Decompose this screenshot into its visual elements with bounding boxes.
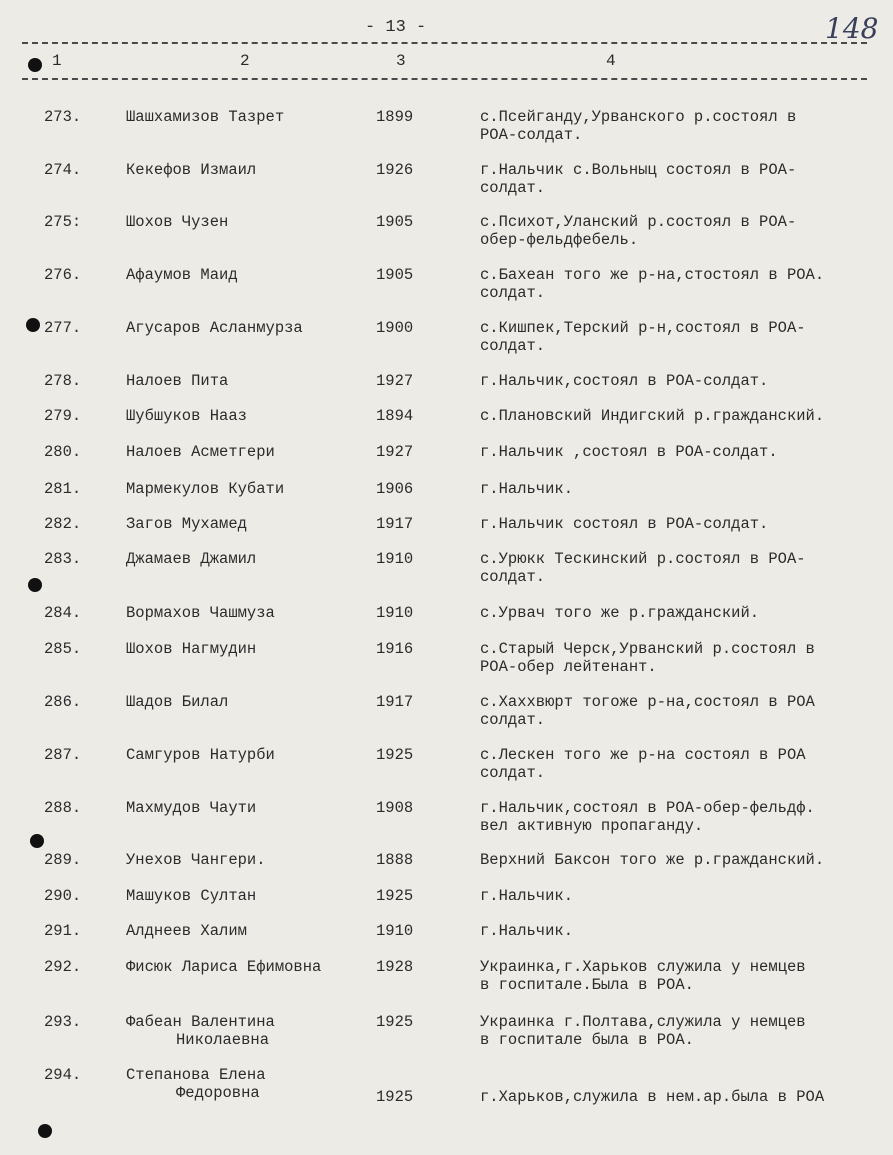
birth-year: 1925 xyxy=(376,887,414,905)
column-header-1: 1 xyxy=(52,52,62,70)
birth-year: 1928 xyxy=(376,958,414,976)
record-note: с.Урвач того же р.гражданский. xyxy=(480,604,760,622)
record-note: с.Старый Черск,Урванский р.состоял в xyxy=(480,640,815,658)
record-note: с.Плановский Индигский р.гражданский. xyxy=(480,407,825,425)
person-name: Шубшуков Нааз xyxy=(126,407,247,425)
record-number: 294. xyxy=(44,1066,82,1084)
page-number: - 13 - xyxy=(365,18,427,37)
birth-year: 1888 xyxy=(376,851,414,869)
record-note: с.Псейганду,Урванского р.состоял в xyxy=(480,108,797,126)
record-number: 273. xyxy=(44,108,82,126)
birth-year: 1925 xyxy=(376,1013,414,1031)
person-name: Кекефов Измаил xyxy=(126,161,257,179)
person-name: Шохов Чузен xyxy=(126,213,229,231)
person-name: Вормахов Чашмуза xyxy=(126,604,275,622)
record-note: с.Психот,Уланский р.состоял в РОА- xyxy=(480,213,797,231)
birth-year: 1917 xyxy=(376,693,414,711)
record-note-cont: солдат. xyxy=(480,568,546,586)
person-name-cont: Федоровна xyxy=(176,1084,260,1102)
person-name: Фисюк Лариса Ефимовна xyxy=(126,958,322,976)
punch-hole xyxy=(30,834,44,848)
record-number: 281. xyxy=(44,480,82,498)
record-number: 278. xyxy=(44,372,82,390)
header-rule-bottom xyxy=(22,78,867,80)
record-note-cont: солдат. xyxy=(480,284,546,302)
record-number: 286. xyxy=(44,693,82,711)
record-number: 291. xyxy=(44,922,82,940)
person-name: Налоев Асметгери xyxy=(126,443,275,461)
person-name: Фабеан Валентина xyxy=(126,1013,275,1031)
birth-year: 1906 xyxy=(376,480,414,498)
record-note: г.Нальчик. xyxy=(480,480,574,498)
column-header-4: 4 xyxy=(606,52,616,70)
birth-year: 1925 xyxy=(376,746,414,764)
record-note: с.Хаххвюрт тогоже р-на,состоял в РОА xyxy=(480,693,815,711)
record-number: 283. xyxy=(44,550,82,568)
record-number: 293. xyxy=(44,1013,82,1031)
person-name: Унехов Чангери. xyxy=(126,851,266,869)
person-name: Загов Мухамед xyxy=(126,515,247,533)
record-number: 287. xyxy=(44,746,82,764)
header-rule-top xyxy=(22,42,867,44)
birth-year: 1926 xyxy=(376,161,414,179)
record-note: с.Урюкк Тескинский р.состоял в РОА- xyxy=(480,550,806,568)
person-name: Афаумов Маид xyxy=(126,266,238,284)
punch-hole xyxy=(28,58,42,72)
record-number: 276. xyxy=(44,266,82,284)
person-name-cont: Николаевна xyxy=(176,1031,270,1049)
birth-year: 1894 xyxy=(376,407,414,425)
column-header-3: 3 xyxy=(396,52,406,70)
record-number: 282. xyxy=(44,515,82,533)
birth-year: 1905 xyxy=(376,266,414,284)
record-number: 284. xyxy=(44,604,82,622)
birth-year: 1927 xyxy=(376,372,414,390)
birth-year: 1905 xyxy=(376,213,414,231)
record-note: г.Нальчик. xyxy=(480,922,574,940)
record-note-cont: солдат. xyxy=(480,764,546,782)
record-note: с.Кишпек,Терский р-н,состоял в РОА- xyxy=(480,319,806,337)
birth-year: 1910 xyxy=(376,604,414,622)
record-note: г.Харьков,служила в нем.ар.была в РОА xyxy=(480,1088,825,1106)
birth-year: 1910 xyxy=(376,550,414,568)
birth-year: 1925 xyxy=(376,1088,414,1106)
record-number: 277. xyxy=(44,319,82,337)
person-name: Алднеев Халим xyxy=(126,922,247,940)
person-name: Шохов Нагмудин xyxy=(126,640,257,658)
record-note: г.Нальчик,состоял в РОА-обер-фельдф. xyxy=(480,799,815,817)
record-note-cont: обер-фельдфебель. xyxy=(480,231,639,249)
person-name: Налоев Пита xyxy=(126,372,229,390)
record-note: г.Нальчик,состоял в РОА-солдат. xyxy=(480,372,769,390)
person-name: Степанова Елена xyxy=(126,1066,266,1084)
person-name: Шашхамизов Тазрет xyxy=(126,108,285,126)
punch-hole xyxy=(26,318,40,332)
person-name: Самгуров Натурби xyxy=(126,746,275,764)
person-name: Агусаров Асланмурза xyxy=(126,319,303,337)
record-note-cont: РОА-солдат. xyxy=(480,126,583,144)
record-number: 292. xyxy=(44,958,82,976)
record-note-cont: солдат. xyxy=(480,337,546,355)
birth-year: 1900 xyxy=(376,319,414,337)
record-note-cont: РОА-обер лейтенант. xyxy=(480,658,657,676)
birth-year: 1917 xyxy=(376,515,414,533)
person-name: Машуков Султан xyxy=(126,887,257,905)
person-name: Махмудов Чаути xyxy=(126,799,257,817)
person-name: Шадов Билал xyxy=(126,693,229,711)
record-note: г.Нальчик. xyxy=(480,887,574,905)
record-number: 280. xyxy=(44,443,82,461)
record-note-cont: солдат. xyxy=(480,711,546,729)
record-number: 274. xyxy=(44,161,82,179)
person-name: Мармекулов Кубати xyxy=(126,480,285,498)
archive-number: 148 xyxy=(825,12,879,45)
record-note-cont: вел активную пропаганду. xyxy=(480,817,704,835)
record-note: г.Нальчик с.Вольныц состоял в РОА- xyxy=(480,161,797,179)
record-note: с.Бахеан того же р-на,стостоял в РОА. xyxy=(480,266,825,284)
birth-year: 1899 xyxy=(376,108,414,126)
birth-year: 1910 xyxy=(376,922,414,940)
record-note: Верхний Баксон того же р.гражданский. xyxy=(480,851,825,869)
record-number: 279. xyxy=(44,407,82,425)
birth-year: 1908 xyxy=(376,799,414,817)
birth-year: 1927 xyxy=(376,443,414,461)
record-number: 285. xyxy=(44,640,82,658)
record-number: 289. xyxy=(44,851,82,869)
record-number: 288. xyxy=(44,799,82,817)
record-number: 275: xyxy=(44,213,82,231)
record-note: г.Нальчик ,состоял в РОА-солдат. xyxy=(480,443,778,461)
record-note-cont: в госпитале была в РОА. xyxy=(480,1031,694,1049)
record-note: с.Лескен того же р-на состоял в РОА xyxy=(480,746,806,764)
person-name: Джамаев Джамил xyxy=(126,550,257,568)
birth-year: 1916 xyxy=(376,640,414,658)
record-number: 290. xyxy=(44,887,82,905)
column-header-2: 2 xyxy=(240,52,250,70)
punch-hole xyxy=(38,1124,52,1138)
record-note: Украинка г.Полтава,служила у немцев xyxy=(480,1013,806,1031)
punch-hole xyxy=(28,578,42,592)
record-note-cont: солдат. xyxy=(480,179,546,197)
record-note: г.Нальчик состоял в РОА-солдат. xyxy=(480,515,769,533)
record-note: Украинка,г.Харьков служила у немцев xyxy=(480,958,806,976)
record-note-cont: в госпитале.Была в РОА. xyxy=(480,976,694,994)
